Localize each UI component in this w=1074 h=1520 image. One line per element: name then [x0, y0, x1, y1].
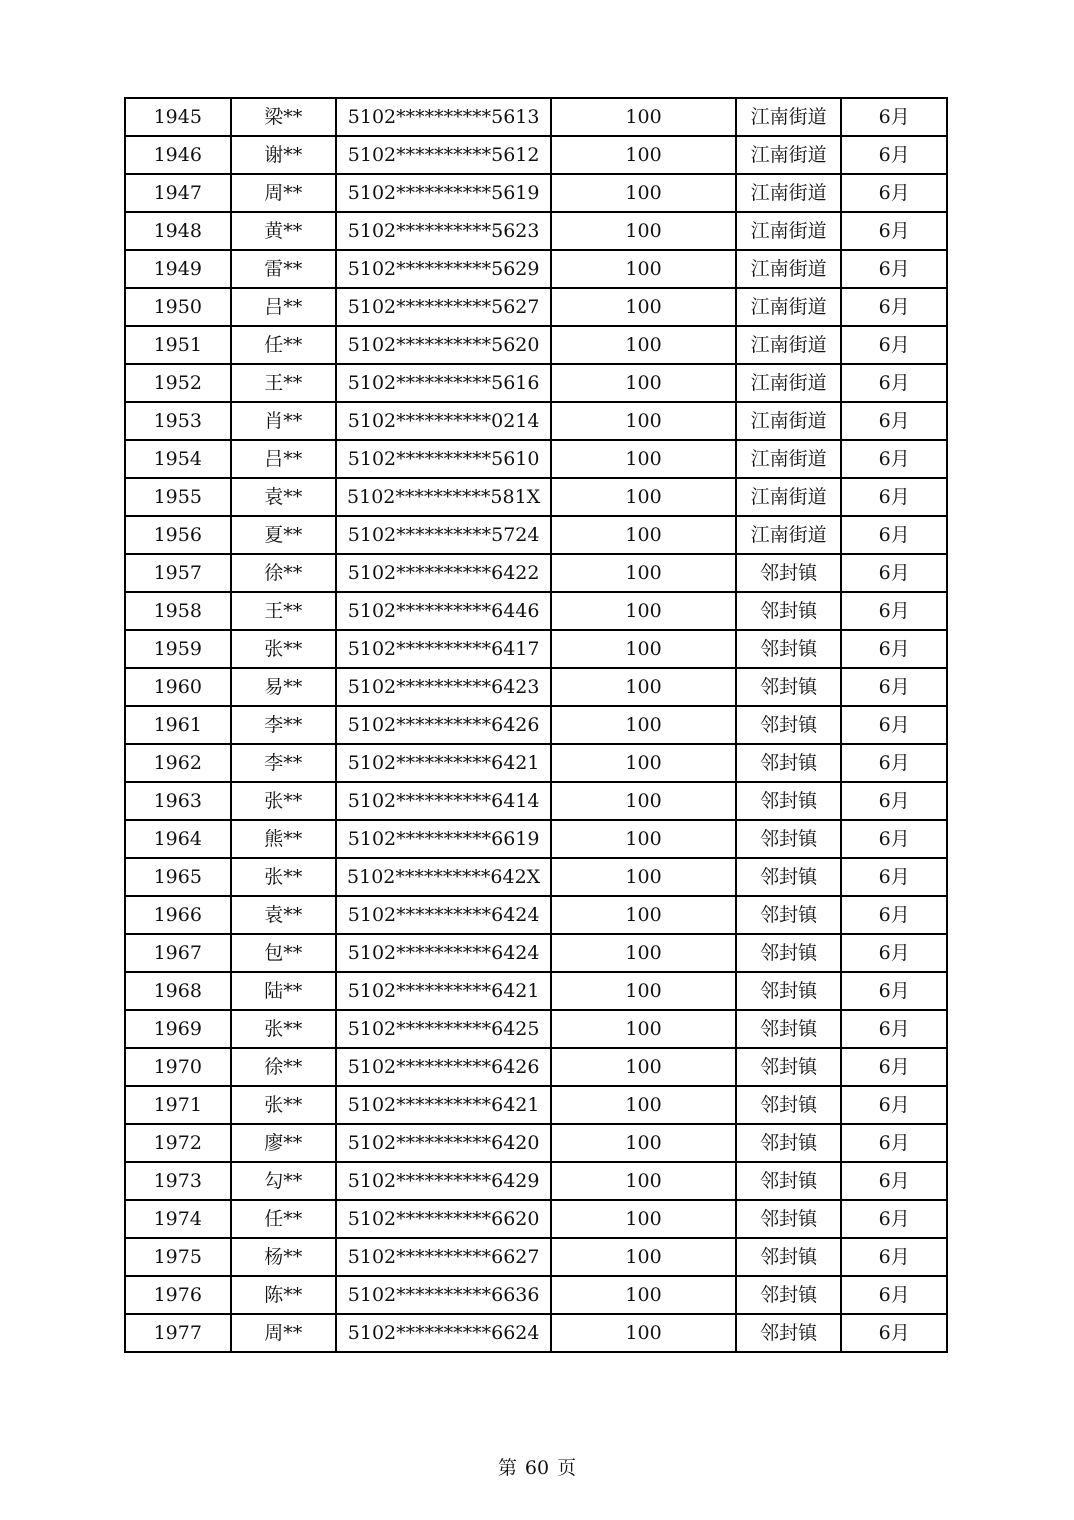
table-row: [125, 706, 947, 744]
id-number-cell: 5102**********6422: [336, 554, 551, 592]
serial-number-cell: 1956: [125, 516, 231, 554]
name-cell: 张**: [231, 782, 337, 820]
name-cell: 张**: [231, 858, 337, 896]
table-row: [125, 1048, 947, 1086]
table-row: [125, 934, 947, 972]
amount-cell: 100: [551, 136, 736, 174]
month-cell: 6月: [841, 706, 947, 744]
area-cell: 邻封镇: [736, 782, 842, 820]
serial-number-cell: 1950: [125, 288, 231, 326]
id-number-cell: 5102**********6421: [336, 972, 551, 1010]
amount-cell: 100: [551, 1238, 736, 1276]
id-number-cell: 5102**********6446: [336, 592, 551, 630]
amount-cell: 100: [551, 1010, 736, 1048]
table-row: [125, 174, 947, 212]
table-row: [125, 364, 947, 402]
subsidy-table: [124, 97, 948, 1353]
area-cell: 邻封镇: [736, 1200, 842, 1238]
serial-number-cell: 1970: [125, 1048, 231, 1086]
page-footer: [0, 1455, 1074, 1481]
name-cell: 黄**: [231, 212, 337, 250]
id-number-cell: 5102**********6424: [336, 934, 551, 972]
serial-number-cell: 1964: [125, 820, 231, 858]
amount-cell: 100: [551, 174, 736, 212]
month-cell: 6月: [841, 1276, 947, 1314]
area-cell: 江南街道: [736, 250, 842, 288]
amount-cell: 100: [551, 896, 736, 934]
id-number-cell: 5102**********5610: [336, 440, 551, 478]
amount-cell: 100: [551, 402, 736, 440]
table-row: [125, 1162, 947, 1200]
name-cell: 吕**: [231, 440, 337, 478]
id-number-cell: 5102**********6425: [336, 1010, 551, 1048]
amount-cell: 100: [551, 1162, 736, 1200]
amount-cell: 100: [551, 630, 736, 668]
table-row: [125, 440, 947, 478]
serial-number-cell: 1947: [125, 174, 231, 212]
serial-number-cell: 1962: [125, 744, 231, 782]
amount-cell: 100: [551, 782, 736, 820]
table-row: [125, 516, 947, 554]
id-number-cell: 5102**********6420: [336, 1124, 551, 1162]
month-cell: 6月: [841, 896, 947, 934]
amount-cell: 100: [551, 1086, 736, 1124]
amount-cell: 100: [551, 364, 736, 402]
name-cell: 袁**: [231, 478, 337, 516]
table-row: [125, 1124, 947, 1162]
serial-number-cell: 1951: [125, 326, 231, 364]
area-cell: 邻封镇: [736, 1238, 842, 1276]
month-cell: 6月: [841, 1162, 947, 1200]
area-cell: 邻封镇: [736, 1048, 842, 1086]
table-row: [125, 212, 947, 250]
area-cell: 江南街道: [736, 478, 842, 516]
month-cell: 6月: [841, 1200, 947, 1238]
area-cell: 邻封镇: [736, 858, 842, 896]
serial-number-cell: 1968: [125, 972, 231, 1010]
table-row: [125, 744, 947, 782]
serial-number-cell: 1973: [125, 1162, 231, 1200]
month-cell: 6月: [841, 934, 947, 972]
id-number-cell: 5102**********6636: [336, 1276, 551, 1314]
serial-number-cell: 1965: [125, 858, 231, 896]
id-number-cell: 5102**********6426: [336, 1048, 551, 1086]
name-cell: 夏**: [231, 516, 337, 554]
name-cell: 梁**: [231, 98, 337, 136]
footer-prefix: 第: [497, 1457, 517, 1479]
id-number-cell: 5102**********5612: [336, 136, 551, 174]
area-cell: 江南街道: [736, 326, 842, 364]
amount-cell: 100: [551, 98, 736, 136]
id-number-cell: 5102**********6429: [336, 1162, 551, 1200]
name-cell: 张**: [231, 1086, 337, 1124]
serial-number-cell: 1975: [125, 1238, 231, 1276]
amount-cell: 100: [551, 440, 736, 478]
id-number-cell: 5102**********5623: [336, 212, 551, 250]
name-cell: 王**: [231, 364, 337, 402]
amount-cell: 100: [551, 934, 736, 972]
serial-number-cell: 1961: [125, 706, 231, 744]
serial-number-cell: 1969: [125, 1010, 231, 1048]
id-number-cell: 5102**********6620: [336, 1200, 551, 1238]
serial-number-cell: 1958: [125, 592, 231, 630]
table-row: [125, 478, 947, 516]
serial-number-cell: 1957: [125, 554, 231, 592]
month-cell: 6月: [841, 1010, 947, 1048]
name-cell: 陈**: [231, 1276, 337, 1314]
name-cell: 徐**: [231, 554, 337, 592]
month-cell: 6月: [841, 98, 947, 136]
name-cell: 谢**: [231, 136, 337, 174]
area-cell: 江南街道: [736, 364, 842, 402]
name-cell: 包**: [231, 934, 337, 972]
serial-number-cell: 1952: [125, 364, 231, 402]
table-row: [125, 1314, 947, 1352]
area-cell: 邻封镇: [736, 1010, 842, 1048]
month-cell: 6月: [841, 1238, 947, 1276]
serial-number-cell: 1974: [125, 1200, 231, 1238]
area-cell: 江南街道: [736, 174, 842, 212]
amount-cell: 100: [551, 668, 736, 706]
month-cell: 6月: [841, 1086, 947, 1124]
id-number-cell: 5102**********5627: [336, 288, 551, 326]
area-cell: 邻封镇: [736, 934, 842, 972]
month-cell: 6月: [841, 820, 947, 858]
table-row: [125, 98, 947, 136]
area-cell: 邻封镇: [736, 1276, 842, 1314]
name-cell: 徐**: [231, 1048, 337, 1086]
table-row: [125, 136, 947, 174]
amount-cell: 100: [551, 478, 736, 516]
id-number-cell: 5102**********6417: [336, 630, 551, 668]
serial-number-cell: 1960: [125, 668, 231, 706]
name-cell: 雷**: [231, 250, 337, 288]
id-number-cell: 5102**********6424: [336, 896, 551, 934]
amount-cell: 100: [551, 1314, 736, 1352]
table-row: [125, 858, 947, 896]
id-number-cell: 5102**********5724: [336, 516, 551, 554]
month-cell: 6月: [841, 858, 947, 896]
table-row: [125, 1200, 947, 1238]
table-row: [125, 820, 947, 858]
area-cell: 邻封镇: [736, 1124, 842, 1162]
table-row: [125, 592, 947, 630]
id-number-cell: 5102**********6421: [336, 744, 551, 782]
amount-cell: 100: [551, 858, 736, 896]
serial-number-cell: 1977: [125, 1314, 231, 1352]
id-number-cell: 5102**********5620: [336, 326, 551, 364]
month-cell: 6月: [841, 592, 947, 630]
id-number-cell: 5102**********5616: [336, 364, 551, 402]
month-cell: 6月: [841, 288, 947, 326]
amount-cell: 100: [551, 1200, 736, 1238]
serial-number-cell: 1946: [125, 136, 231, 174]
id-number-cell: 5102**********5619: [336, 174, 551, 212]
table-row: [125, 896, 947, 934]
amount-cell: 100: [551, 516, 736, 554]
month-cell: 6月: [841, 402, 947, 440]
area-cell: 江南街道: [736, 288, 842, 326]
amount-cell: 100: [551, 1048, 736, 1086]
footer-suffix: 页: [557, 1457, 577, 1479]
amount-cell: 100: [551, 554, 736, 592]
amount-cell: 100: [551, 744, 736, 782]
area-cell: 邻封镇: [736, 554, 842, 592]
area-cell: 邻封镇: [736, 1162, 842, 1200]
name-cell: 易**: [231, 668, 337, 706]
table-row: [125, 288, 947, 326]
area-cell: 邻封镇: [736, 896, 842, 934]
id-number-cell: 5102**********6627: [336, 1238, 551, 1276]
table-row: [125, 1276, 947, 1314]
month-cell: 6月: [841, 212, 947, 250]
area-cell: 邻封镇: [736, 668, 842, 706]
month-cell: 6月: [841, 136, 947, 174]
serial-number-cell: 1963: [125, 782, 231, 820]
name-cell: 熊**: [231, 820, 337, 858]
month-cell: 6月: [841, 972, 947, 1010]
area-cell: 邻封镇: [736, 972, 842, 1010]
id-number-cell: 5102**********6414: [336, 782, 551, 820]
name-cell: 陆**: [231, 972, 337, 1010]
name-cell: 张**: [231, 630, 337, 668]
serial-number-cell: 1966: [125, 896, 231, 934]
month-cell: 6月: [841, 744, 947, 782]
name-cell: 肖**: [231, 402, 337, 440]
table-row: [125, 1010, 947, 1048]
name-cell: 张**: [231, 1010, 337, 1048]
name-cell: 任**: [231, 1200, 337, 1238]
serial-number-cell: 1972: [125, 1124, 231, 1162]
month-cell: 6月: [841, 1314, 947, 1352]
id-number-cell: 5102**********581X: [336, 478, 551, 516]
table-row: [125, 326, 947, 364]
amount-cell: 100: [551, 288, 736, 326]
name-cell: 杨**: [231, 1238, 337, 1276]
id-number-cell: 5102**********5613: [336, 98, 551, 136]
serial-number-cell: 1953: [125, 402, 231, 440]
month-cell: 6月: [841, 782, 947, 820]
serial-number-cell: 1955: [125, 478, 231, 516]
table-body: [125, 98, 947, 1352]
amount-cell: 100: [551, 820, 736, 858]
id-number-cell: 5102**********6421: [336, 1086, 551, 1124]
id-number-cell: 5102**********6624: [336, 1314, 551, 1352]
month-cell: 6月: [841, 440, 947, 478]
serial-number-cell: 1945: [125, 98, 231, 136]
area-cell: 江南街道: [736, 402, 842, 440]
month-cell: 6月: [841, 1124, 947, 1162]
table-row: [125, 1086, 947, 1124]
name-cell: 袁**: [231, 896, 337, 934]
area-cell: 江南街道: [736, 212, 842, 250]
serial-number-cell: 1948: [125, 212, 231, 250]
id-number-cell: 5102**********6426: [336, 706, 551, 744]
month-cell: 6月: [841, 326, 947, 364]
name-cell: 吕**: [231, 288, 337, 326]
amount-cell: 100: [551, 212, 736, 250]
area-cell: 邻封镇: [736, 820, 842, 858]
month-cell: 6月: [841, 174, 947, 212]
month-cell: 6月: [841, 1048, 947, 1086]
month-cell: 6月: [841, 364, 947, 402]
month-cell: 6月: [841, 668, 947, 706]
area-cell: 江南街道: [736, 136, 842, 174]
table-row: [125, 250, 947, 288]
month-cell: 6月: [841, 250, 947, 288]
id-number-cell: 5102**********6619: [336, 820, 551, 858]
serial-number-cell: 1959: [125, 630, 231, 668]
month-cell: 6月: [841, 516, 947, 554]
page-number: 60: [524, 1457, 550, 1479]
name-cell: 勾**: [231, 1162, 337, 1200]
id-number-cell: 5102**********5629: [336, 250, 551, 288]
name-cell: 廖**: [231, 1124, 337, 1162]
amount-cell: 100: [551, 972, 736, 1010]
amount-cell: 100: [551, 1276, 736, 1314]
id-number-cell: 5102**********0214: [336, 402, 551, 440]
area-cell: 江南街道: [736, 98, 842, 136]
amount-cell: 100: [551, 250, 736, 288]
id-number-cell: 5102**********642X: [336, 858, 551, 896]
table-row: [125, 402, 947, 440]
name-cell: 任**: [231, 326, 337, 364]
name-cell: 周**: [231, 174, 337, 212]
area-cell: 邻封镇: [736, 1314, 842, 1352]
area-cell: 江南街道: [736, 440, 842, 478]
month-cell: 6月: [841, 554, 947, 592]
area-cell: 邻封镇: [736, 1086, 842, 1124]
table-row: [125, 972, 947, 1010]
area-cell: 邻封镇: [736, 592, 842, 630]
month-cell: 6月: [841, 478, 947, 516]
area-cell: 邻封镇: [736, 744, 842, 782]
name-cell: 李**: [231, 706, 337, 744]
name-cell: 王**: [231, 592, 337, 630]
area-cell: 邻封镇: [736, 630, 842, 668]
amount-cell: 100: [551, 592, 736, 630]
table-row: [125, 782, 947, 820]
serial-number-cell: 1949: [125, 250, 231, 288]
amount-cell: 100: [551, 326, 736, 364]
table-row: [125, 1238, 947, 1276]
serial-number-cell: 1976: [125, 1276, 231, 1314]
table-row: [125, 554, 947, 592]
area-cell: 邻封镇: [736, 706, 842, 744]
name-cell: 李**: [231, 744, 337, 782]
name-cell: 周**: [231, 1314, 337, 1352]
serial-number-cell: 1967: [125, 934, 231, 972]
area-cell: 江南街道: [736, 516, 842, 554]
serial-number-cell: 1971: [125, 1086, 231, 1124]
id-number-cell: 5102**********6423: [336, 668, 551, 706]
month-cell: 6月: [841, 630, 947, 668]
serial-number-cell: 1954: [125, 440, 231, 478]
table-row: [125, 630, 947, 668]
table-row: [125, 668, 947, 706]
amount-cell: 100: [551, 1124, 736, 1162]
amount-cell: 100: [551, 706, 736, 744]
